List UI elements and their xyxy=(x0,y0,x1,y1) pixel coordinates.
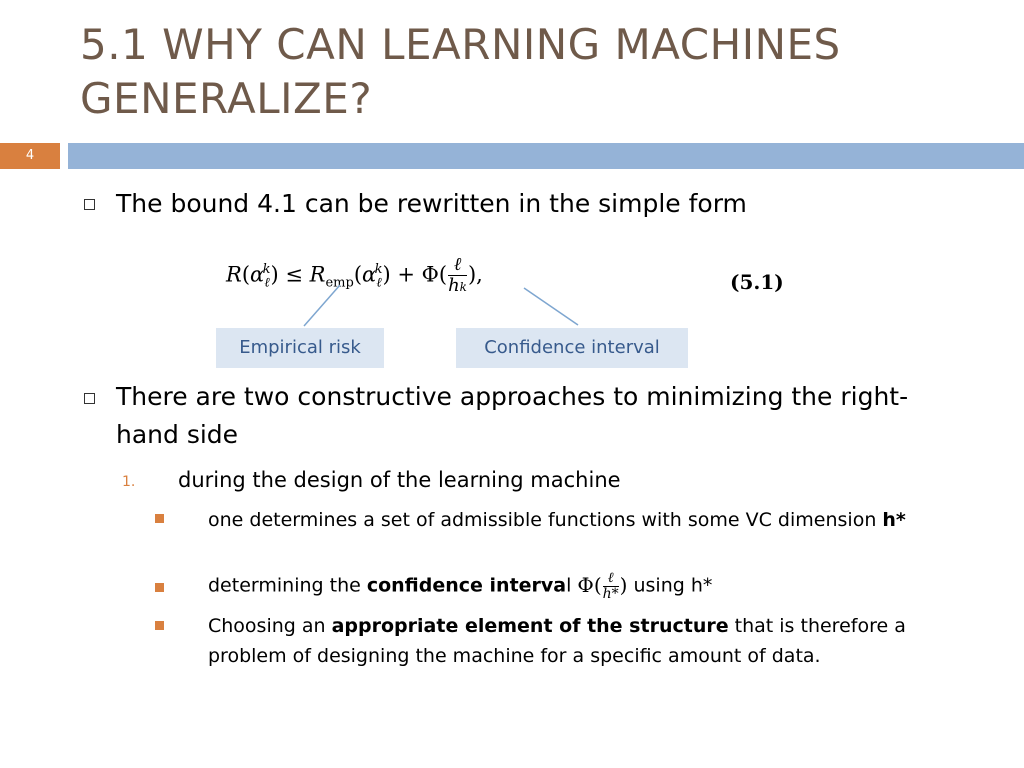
subbullet-confidence-pre: determining the xyxy=(208,574,367,597)
filled-square-bullet-icon xyxy=(155,583,164,592)
subbullet-vc-bold: h* xyxy=(882,509,906,531)
equation-number: (5.1) xyxy=(730,270,784,294)
phi-formula-inline: Φ( $\frac{\text{ℓ}}{h*}$ ) xyxy=(577,570,628,602)
confidence-interval-callout: Confidence interval xyxy=(456,328,688,368)
subbullet-confidence-bold: confidence interva xyxy=(366,574,567,597)
filled-square-bullet-icon xyxy=(155,514,164,523)
subbullet-confidence-mid: l xyxy=(566,574,572,597)
subbullet-confidence xyxy=(208,570,712,602)
filled-square-bullet-icon xyxy=(155,621,164,630)
hollow-square-bullet-icon xyxy=(84,393,95,404)
subbullet-structure-pre: Choosing an xyxy=(208,615,332,637)
equation-5-1: $R(\alpha_\ell^k) \le R_{emp}(\alpha_\ell^k) + \Phi$( $\frac{\text{ℓ}}{hk}$ ), xyxy=(226,254,483,296)
bullet-text-bound: The bound 4.1 can be rewritten in the simple form xyxy=(116,189,747,218)
subbullet-structure xyxy=(208,611,988,671)
subbullet-vc-dimension xyxy=(208,505,908,535)
numbered-item-text: during the design of the learning machine xyxy=(178,468,621,492)
empirical-risk-callout: Empirical risk xyxy=(216,328,384,368)
subbullet-structure-bold: appropriate element of the structure xyxy=(331,615,729,637)
subbullet-vc-text: one determines a set of admissible functions with some VC dimension xyxy=(208,509,883,531)
subbullet-confidence-post: using h* xyxy=(633,574,713,597)
slide-number-badge: 4 xyxy=(0,143,60,169)
subbullet-structure-post: that is therefore a problem of designing the machine for a specific amount of data. xyxy=(208,615,906,667)
numbered-marker: 1. xyxy=(122,474,136,490)
slide-title: 5.1 WHY CAN LEARNING MACHINES GENERALIZE? xyxy=(80,20,841,123)
bullet-text-approaches: There are two constructive approaches to minimizing the right-hand side xyxy=(116,382,909,449)
